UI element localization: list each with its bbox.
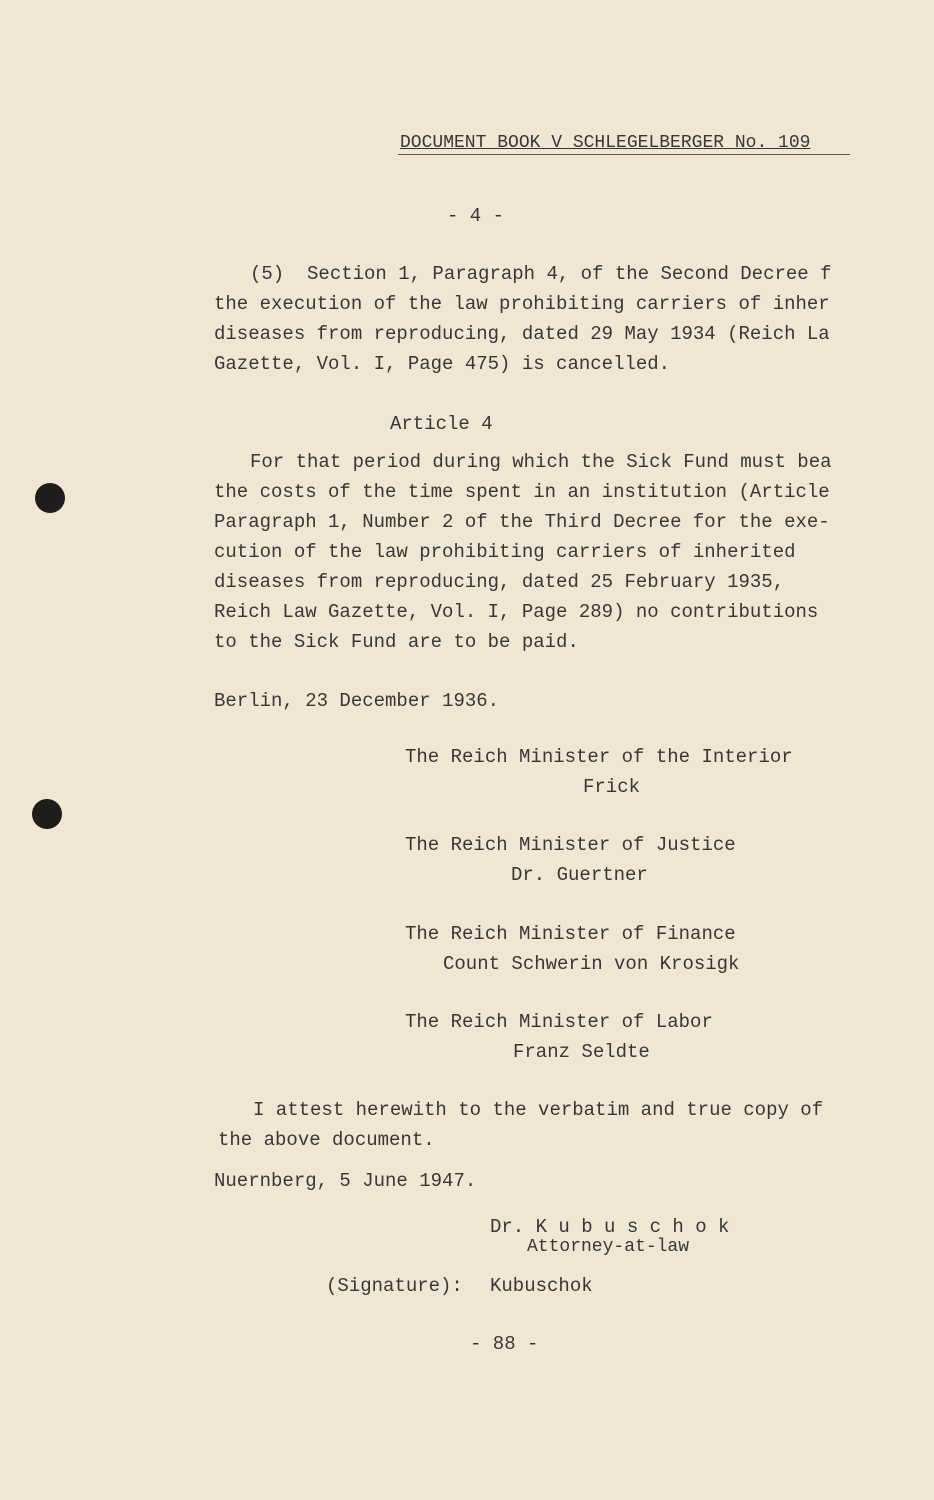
article-line: the costs of the time spent in an institution (Article	[214, 481, 830, 503]
para5-line: diseases from reproducing, dated 29 May 1934 (Reich La	[214, 323, 830, 345]
article-line: to the Sick Fund are to be paid.	[214, 631, 579, 653]
article-line: For that period during which the Sick Fund must bea	[250, 451, 832, 473]
attorney-name: Dr. K u b u s c h o k	[490, 1216, 730, 1238]
page-number-bottom: - 88 -	[470, 1333, 539, 1355]
signatory-name: Franz Seldte	[513, 1041, 650, 1063]
signatory-name: Dr. Guertner	[511, 864, 648, 886]
signature-name: Kubuschok	[490, 1275, 593, 1297]
page-number-top: - 4 -	[447, 205, 505, 227]
attest-place-date: Nuernberg, 5 June 1947.	[214, 1170, 477, 1192]
punch-hole-bottom	[32, 799, 62, 829]
signatory-name: Frick	[583, 776, 641, 798]
signature-label: (Signature):	[326, 1275, 463, 1297]
header-underline	[398, 154, 850, 155]
signatory-title: The Reich Minister of Labor	[405, 1011, 713, 1033]
attestation-line: I attest herewith to the verbatim and true copy of	[253, 1099, 824, 1121]
para5-line: (5) Section 1, Paragraph 4, of the Second Decree f	[250, 263, 832, 285]
signatory-title: The Reich Minister of the Interior	[405, 746, 793, 768]
article-line: Paragraph 1, Number 2 of the Third Decree for the exe-	[214, 511, 830, 533]
signatory-title: The Reich Minister of Justice	[405, 834, 736, 856]
article-line: cution of the law prohibiting carriers of inherited	[214, 541, 796, 563]
para5-line: the execution of the law prohibiting carriers of inher	[214, 293, 830, 315]
place-date: Berlin, 23 December 1936.	[214, 690, 500, 712]
document-reference: DOCUMENT BOOK V SCHLEGELBERGER No. 109	[400, 133, 811, 153]
attestation-line: the above document.	[218, 1129, 435, 1151]
punch-hole-top	[35, 483, 65, 513]
attorney-title: Attorney-at-law	[527, 1237, 690, 1257]
signatory-title: The Reich Minister of Finance	[405, 923, 736, 945]
para5-line: Gazette, Vol. I, Page 475) is cancelled.	[214, 353, 671, 375]
signatory-name: Count Schwerin von Krosigk	[443, 953, 740, 975]
article-line: Reich Law Gazette, Vol. I, Page 289) no contributions	[214, 601, 819, 623]
article-heading: Article 4	[390, 413, 493, 435]
article-line: diseases from reproducing, dated 25 February 1935,	[214, 571, 785, 593]
